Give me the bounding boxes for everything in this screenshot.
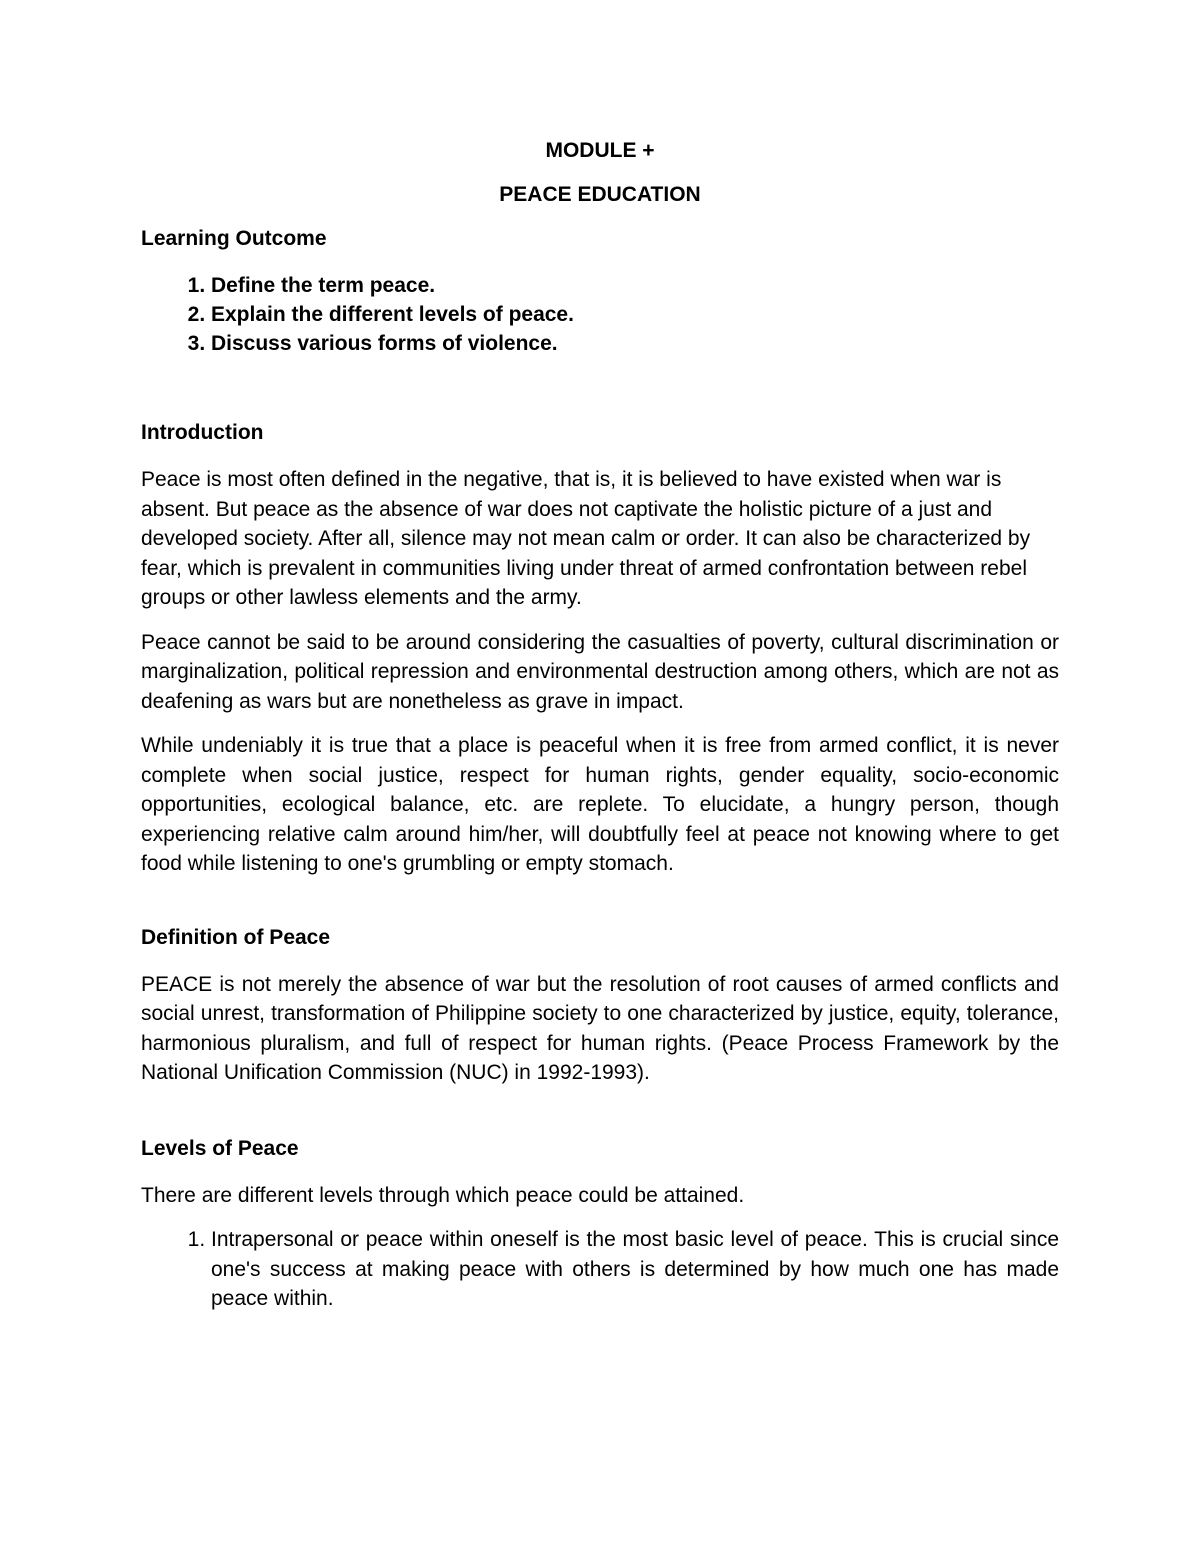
learning-outcome-item: 2. Explain the different levels of peace. — [211, 300, 1059, 329]
module-title: MODULE + — [545, 139, 655, 162]
definition-heading: Definition of Peace — [141, 925, 331, 949]
levels-intro: There are different levels through which peace could be attained. — [141, 1183, 745, 1207]
learning-outcome-list — [141, 271, 1059, 358]
levels-heading: Levels of Peace — [141, 1136, 299, 1160]
learning-outcome-item: 3. Discuss various forms of violence. — [211, 329, 1059, 358]
course-title: PEACE EDUCATION — [499, 183, 701, 206]
document-page — [141, 138, 1059, 1314]
learning-outcome-item: 1. Define the term peace. — [211, 271, 1059, 300]
introduction-heading: Introduction — [141, 421, 264, 444]
introduction-paragraph: Peace cannot be said to be around considering the casualties of poverty, cultural discrimination or marginalization, political repression and environmental destruction among others, which are not as deafening as wars but are nonetheless as grave in impact. — [141, 630, 1059, 713]
learning-outcome-heading: Learning Outcome — [141, 227, 327, 250]
definition-paragraph: PEACE is not merely the absence of war but the resolution of root causes of armed conflicts and social unrest, transformation of Philippine society to one characterized by justice, equity, tolerance, harmonious pluralism, and full of respect for human rights. (Peace Process Framework by the National Unification Commission (NUC) in 1992-1993). — [141, 972, 1059, 1084]
introduction-paragraph: Peace is most often defined in the negative, that is, it is believed to have existed when war is absent. But peace as the absence of war does not captivate the holistic picture of a just and developed society. After all, silence may not mean calm or order. It can also be characterized by fear, which is prevalent in communities living under threat of armed confrontation between rebel groups or other lawless elements and the army. — [141, 468, 1031, 609]
levels-list — [141, 1225, 1059, 1314]
introduction-paragraph: While undeniably it is true that a place is peaceful when it is free from armed conflict, it is never complete when social justice, respect for human rights, gender equality, socio-economic opportunities, ecological balance, etc. are replete. To elucidate, a hungry person, though experiencing relative calm around him/her, will doubtfully feel at peace not knowing where to get food while listening to one's grumbling or empty stomach. — [141, 734, 1059, 875]
levels-item: 1. Intrapersonal or peace within oneself is the most basic level of peace. This is crucial since one's success at making peace with others is determined by how much one has made peace within. — [211, 1225, 1059, 1314]
